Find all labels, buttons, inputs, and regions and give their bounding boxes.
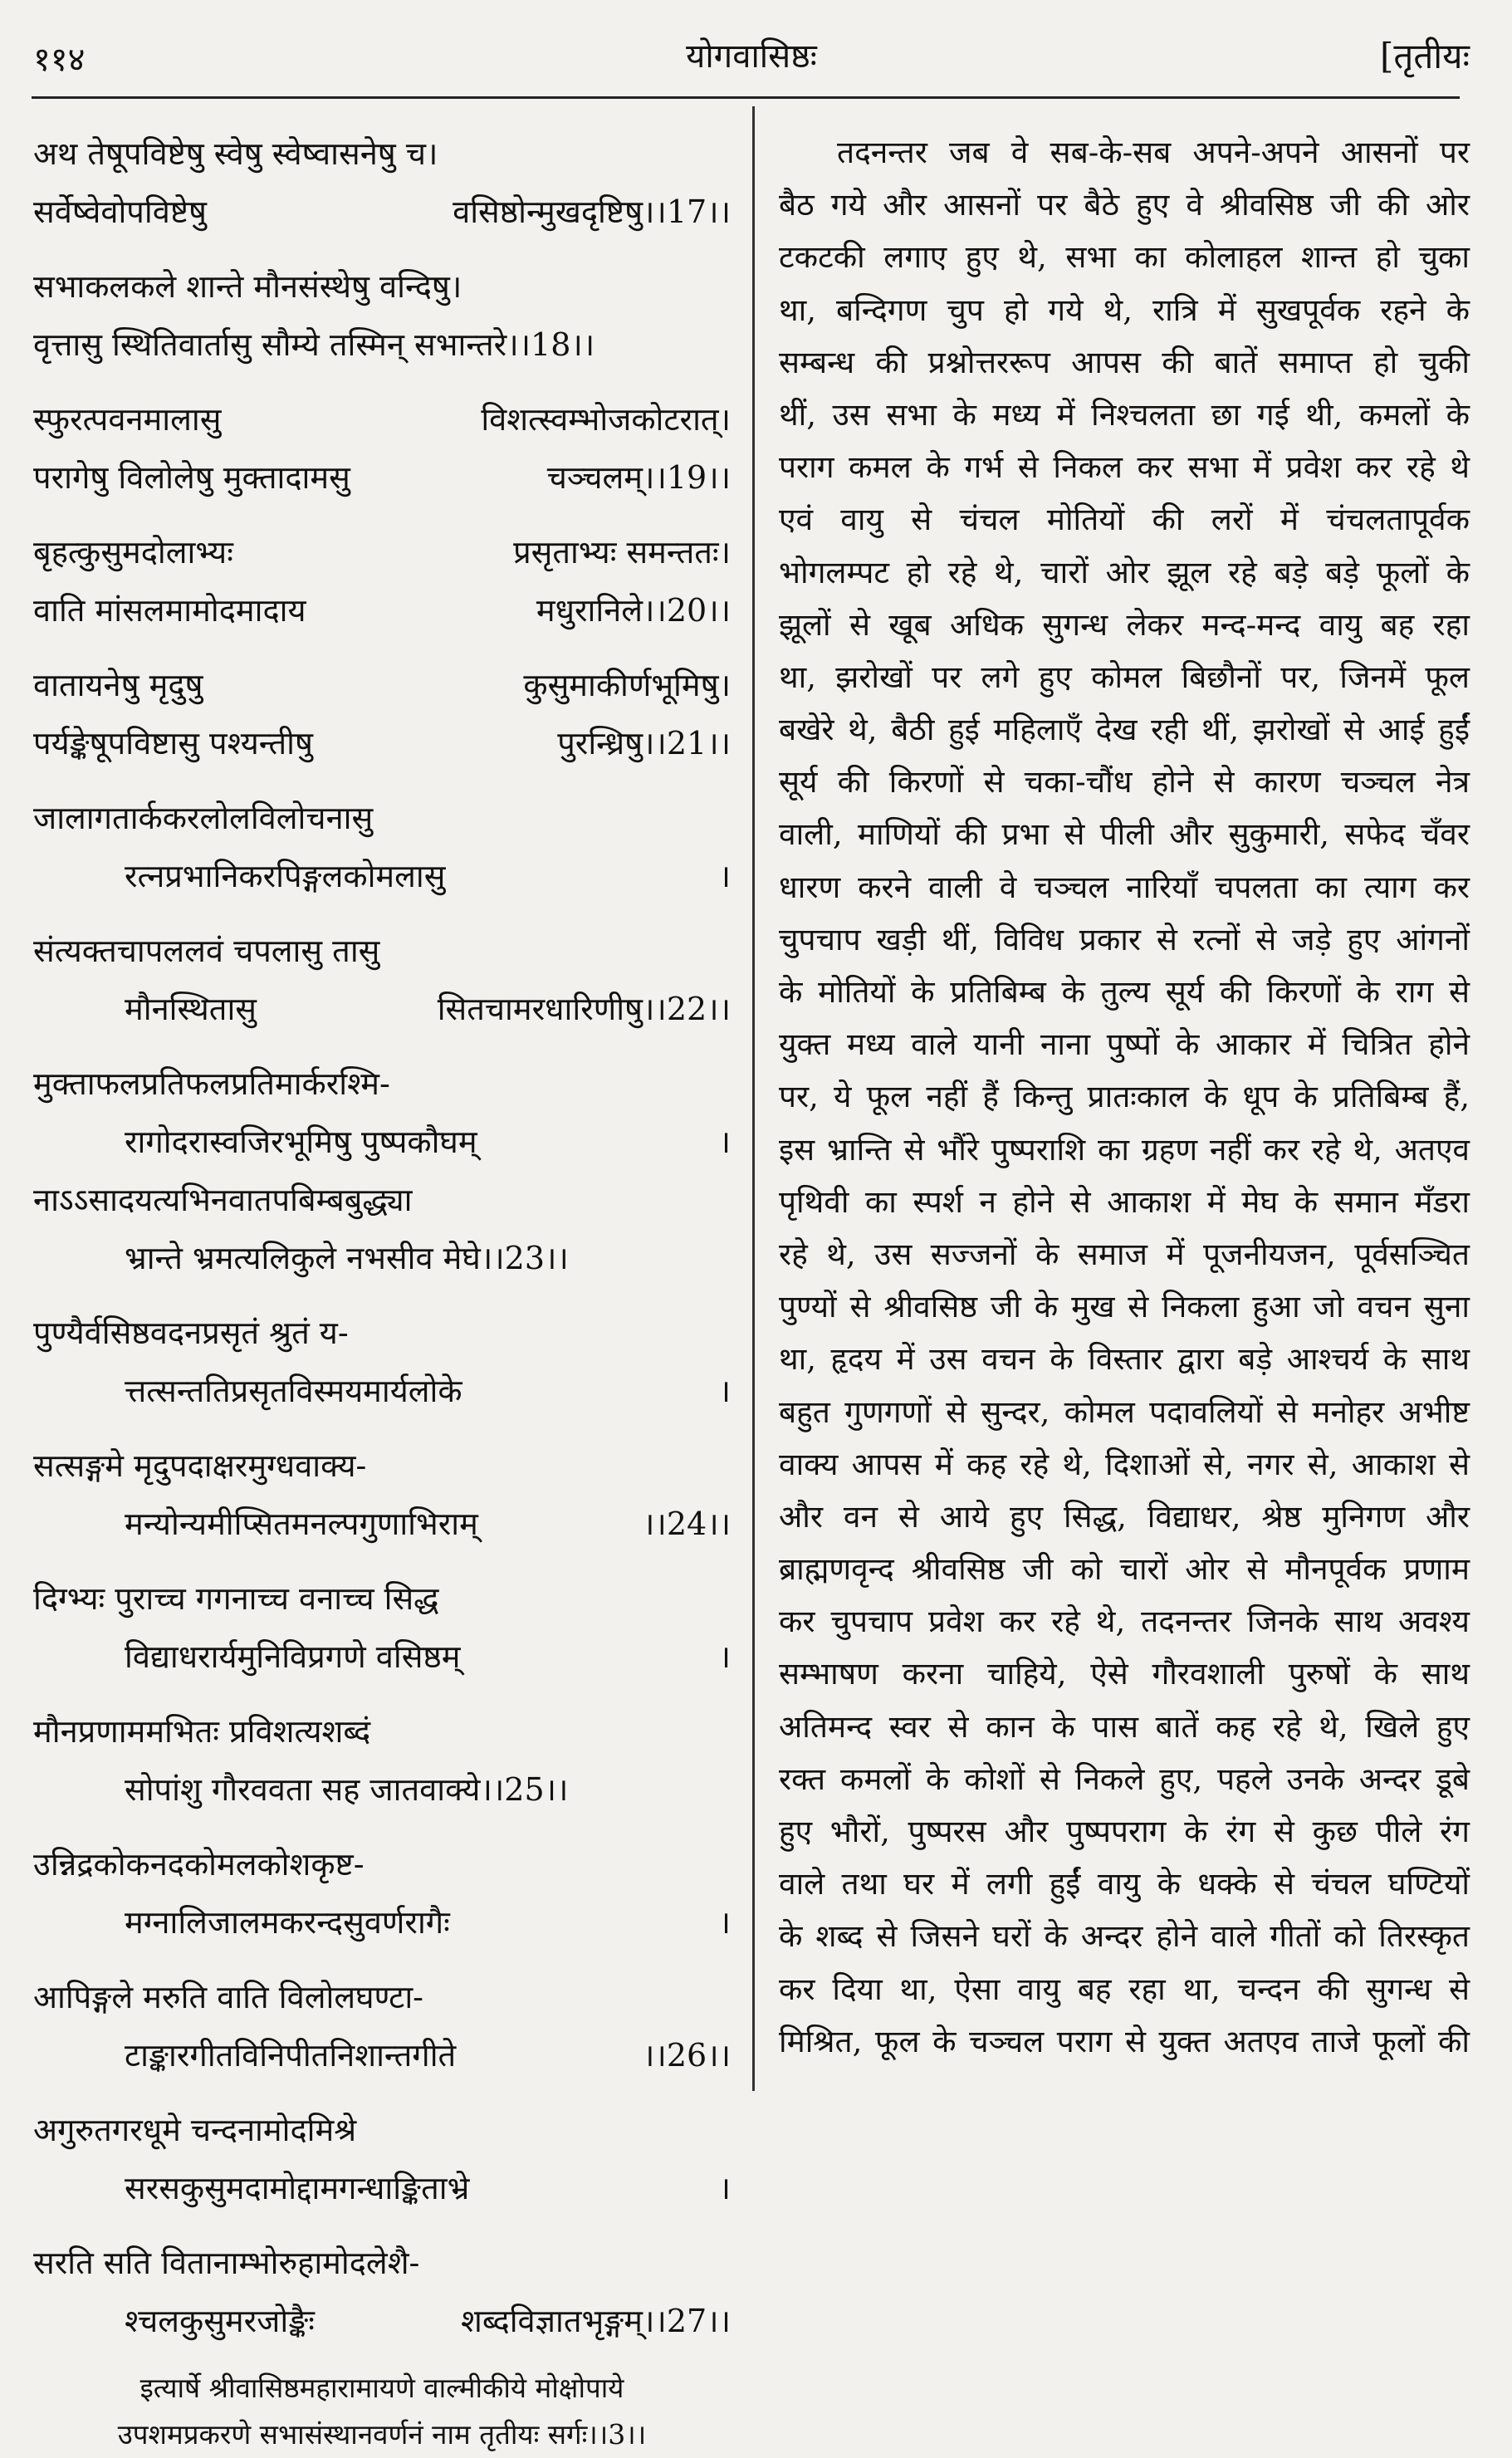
translation-line: था, बन्दिगण चुप हो गये थे, रात्रि में सुखपूर्वक रहने के	[779, 291, 1470, 328]
verse-ending: विशत्स्वम्भोजकोटरात्।	[481, 401, 731, 438]
translation-line: ब्राह्मणवृन्द श्रीवसिष्ठ जी को चारों ओर से मौनपूर्वक प्रणाम	[779, 1551, 1470, 1588]
translation-line: इस भ्रान्ति से भौंरे पुष्पराशि का ग्रहण नहीं कर रहे थे, अतएव	[779, 1131, 1470, 1168]
translation-line: सम्भाषण करना चाहिये, ऐसे गौरवशाली पुरुषों के साथ	[779, 1656, 1470, 1692]
verse-line	[33, 1760, 731, 1819]
verse-text: अगुरुतगरधूमे चन्दनामोदमिश्रे	[33, 2112, 357, 2148]
translation-line: एवं वायु से चंचल मोतियों की लरों में चंचलतापूर्वक	[779, 502, 1470, 538]
verse-text: सरति सति वितानाम्भोरुहामोदलेशै-	[33, 2245, 420, 2281]
verse-ending: ।	[718, 858, 731, 894]
verse-text: सर्वेष्वेवोपविष्टेषु	[33, 193, 208, 230]
verse-text: स्फुरत्पवनमालासु	[33, 401, 222, 438]
verse-text: परागेषु विलोलेषु मुक्तादामसु	[33, 459, 350, 496]
verse-ending: चञ्चलम्।।19।।	[546, 459, 731, 496]
translation-line: झूलों से खूब अधिक सुगन्ध लेकर मन्द-मन्द वायु बह रहा	[779, 606, 1470, 643]
verse-text: मुक्ताफलप्रतिफलप्रतिमार्करश्मि-	[33, 1065, 390, 1102]
verse-text: वाति मांसलमामोदमादाय	[33, 592, 306, 629]
verse-line	[33, 789, 731, 847]
translation-line: पृथिवी का स्पर्श न होने से आकाश में मेघ के समान मँडरा	[779, 1183, 1470, 1220]
verse-text: पर्यङ्केषूपविष्टासु पश्यन्तीषु	[33, 725, 313, 761]
translation-line: मिश्रित, फूल के चञ्चल पराग से युक्त अतएव ताजे फूलों की	[779, 2023, 1470, 2059]
translation-line: था, हृदय में उस वचन के विस्तार द्वारा बड़े आश्चर्य के साथ	[779, 1341, 1470, 1378]
verse-ending: शब्दविज्ञातभृङ्गम्।।27।।	[461, 2303, 731, 2339]
translation-line: वाक्य आपस में कह रहे थे, दिशाओं से, नगर से, आकाश से	[779, 1446, 1470, 1482]
verse-text: मौनप्रणाममभितः प्रविशत्यशब्दं	[33, 1713, 371, 1750]
verse-line	[33, 1113, 731, 1171]
verse-line	[33, 2026, 731, 2084]
translation-line: चुपचाप खड़ी थीं, विविध प्रकार से रत्नों से जड़े हुए आंगनों	[779, 921, 1470, 957]
verse-text: जालागतार्ककरलोलविलोचनासु	[33, 800, 374, 836]
verse-text: नाऽऽसादयत्यभिनवातपबिम्बबुद्ध्या	[33, 1182, 413, 1218]
translation-line: युक्त मध्य वाले यानी नाना पुष्पों के आकार में चित्रित होने	[779, 1026, 1470, 1063]
translation-line: पुण्यों से श्रीवसिष्ठ जी के मुख से निकला हुआ जो वचन सुना	[779, 1289, 1470, 1325]
verse-ending: ।।24।।	[643, 1506, 731, 1542]
verse-text: मन्योन्यमीप्सितमनल्पगुणाभिराम्	[125, 1506, 478, 1542]
translation-line: था, झरोखों पर लगे हुए कोमल बिछौनों पर, जिनमें फूल	[779, 659, 1470, 695]
verse-text: सत्सङ्गमे मृदुपदाक्षरमुग्धवाक्य-	[33, 1447, 367, 1484]
translation-line: रक्त कमलों के कोशों से निकले हुए, पहले उनके अन्दर डूबे	[779, 1760, 1470, 1797]
translation-line: पराग कमल के गर्भ से निकल कर सभा में प्रवेश कर रहे थे	[779, 449, 1470, 486]
verse-line	[33, 523, 731, 581]
verse-line	[33, 1893, 731, 1951]
verse-line	[33, 2159, 731, 2217]
verse-text: सरसकुसुमदामोद्दामगन्धाङ्किताभ्रे	[125, 2170, 470, 2206]
verse-text: टाङ्कारगीतविनिपीतनिशान्तगीते	[125, 2037, 457, 2074]
translation-line: थीं, उस सभा के मध्य में निश्चलता छा गई थी, कमलों के	[779, 396, 1470, 433]
colophon	[33, 2365, 731, 2458]
verse-text: मग्नालिजालमकरन्दसुवर्णरागैः	[125, 1904, 450, 1941]
verse-text: पुण्यैर्वसिष्ठवदनप्रसृतं श्रुतं य-	[33, 1315, 349, 1351]
translation-line: पर, ये फूल नहीं हैं किन्तु प्रातःकाल के धूप के प्रतिबिम्ब हैं,	[779, 1079, 1470, 1115]
verse-text: रागोदरास्वजिरभूमिषु पुष्पकौघम्	[125, 1124, 477, 1160]
verse-line	[33, 1055, 731, 1113]
verse-line	[33, 1835, 731, 1893]
verse-text: विद्याधरार्यमुनिविप्रगणे वसिष्ठम्	[125, 1638, 461, 1675]
verse-text: भ्रान्ते भ्रमत्यलिकुले नभसीव मेघे।।23।।	[125, 1240, 569, 1276]
translation-line: और वन से आये हुए सिद्ध, विद्याधर, श्रेष्ठ मुनिगण और	[779, 1498, 1470, 1535]
page-number: ११४	[33, 41, 86, 79]
verse-ending: मधुरानिले।।20।।	[536, 592, 731, 629]
verse-ending: ।	[718, 1638, 731, 1675]
translation-line: रहे थे, उस सज्जनों के समाज में पूजनीयजन, पूर्वसञ्चित	[779, 1236, 1470, 1272]
verse-ending: ।	[718, 2170, 731, 2206]
verse-line	[33, 581, 731, 639]
sanskrit-verse-column	[33, 125, 731, 2458]
verse-line	[33, 1628, 731, 1686]
verse-line	[33, 316, 731, 374]
verse-text: दिग्भ्यः पुराच्च गगनाच्च वनाच्च सिद्ध	[33, 1580, 439, 1617]
header-rule	[32, 96, 1460, 99]
verse-line	[33, 448, 731, 507]
verse-line	[33, 1968, 731, 2026]
verse-ending: कुसुमाकीर्णभूमिषु।	[523, 667, 731, 703]
translation-line: के शब्द से जिसने घरों के अन्दर होने वाले गीतों को तिरस्कृत	[779, 1918, 1470, 1955]
verse-line	[33, 2101, 731, 2159]
translation-line: बखेरे थे, बैठी हुई महिलाएँ देख रही थीं, झरोखों से आई हुईं	[779, 712, 1470, 748]
verse-line	[33, 922, 731, 980]
verse-line	[33, 714, 731, 772]
verse-ending: प्रसृताभ्यः समन्ततः।	[513, 534, 731, 570]
verse-text: आपिङ्गले मरुति वाति विलोलघण्टा-	[33, 1979, 424, 2015]
translation-line: तदनन्तर जब वे सब-के-सब अपने-अपने आसनों पर	[837, 135, 1470, 170]
column-divider	[752, 106, 755, 2091]
verse-text: रत्नप्रभानिकरपिङ्गलकोमलासु	[125, 858, 446, 894]
verse-line	[33, 390, 731, 448]
translation-line: वाली, माणियों की प्रभा से पीली और सुकुमारी, सफेद चँवर	[779, 816, 1470, 853]
translation-line: सूर्य की किरणों से चका-चौंध होने से कारण चञ्चल नेत्र	[779, 764, 1470, 801]
verse-text: उन्निद्रकोकनदकोमलकोशकृष्ट-	[33, 1846, 365, 1883]
verse-ending: ।	[718, 1124, 731, 1160]
verse-text: अथ तेषूपविष्टेषु स्वेषु स्वेष्वासनेषु च।	[33, 135, 438, 172]
verse-ending: वसिष्ठोन्मुखदृष्टिषु।।17।।	[453, 193, 731, 230]
translation-line: के मोतियों के प्रतिबिम्ब के तुल्य सूर्य की किरणों के राग से	[779, 974, 1470, 1010]
verse-line	[33, 257, 731, 316]
translation-line: धारण करने वाली वे चञ्चल नारियाँ चपलता का त्याग कर	[779, 869, 1470, 905]
verse-text: वृत्तासु स्थितिवार्तासु सौम्ये तस्मिन् सभान्तरे।।18।।	[33, 326, 595, 363]
verse-text: श्चलकुसुमरजोङ्कैः	[125, 2303, 315, 2339]
translation-line: हुए भौरों, पुष्परस और पुष्पपराग के रंग से कुछ पीले रंग	[779, 1814, 1470, 1849]
verse-line	[33, 125, 731, 183]
verse-line	[33, 1171, 731, 1229]
chapter-label: [तृतीयः	[1380, 36, 1470, 76]
verse-line	[33, 2292, 731, 2350]
verse-line	[33, 1495, 731, 1553]
page-header	[33, 23, 1470, 90]
verse-text: बृहत्कुसुमदोलाभ्यः	[33, 534, 233, 570]
verse-line	[33, 847, 731, 905]
verse-line	[33, 183, 731, 241]
verse-ending: पुरन्ध्रिषु।।21।।	[557, 725, 731, 761]
verse-text: त्तत्सन्ततिप्रसृतविस्मयमार्यलोके	[125, 1373, 462, 1409]
translation-line: भोगलम्पट हो रहे थे, चारों ओर झूल रहे बड़े बड़े फूलों के	[779, 554, 1470, 590]
colophon-line: इत्यार्षे श्रीवासिष्ठमहारामायणे वाल्मीकीये मोक्षोपाये	[139, 2372, 624, 2404]
verse-line	[33, 1304, 731, 1362]
verse-text: संत्यक्तचापललवं चपलासु तासु	[33, 933, 380, 969]
verse-ending: ।	[718, 1904, 731, 1941]
translation-line: वाले तथा घर में लगी हुईं वायु के धक्के से चंचल घण्टियों	[779, 1866, 1470, 1902]
verse-line	[33, 1229, 731, 1287]
verse-ending: ।	[718, 1373, 731, 1409]
verse-line	[33, 656, 731, 714]
running-title: योगवासिष्ठः	[686, 37, 817, 76]
verse-text: वातायनेषु मृदुषु	[33, 667, 203, 703]
translation-line: सम्बन्ध की प्रश्नोत्तररूप आपस की बातें समाप्त हो चुकी	[779, 344, 1470, 380]
translation-line: कर चुपचाप प्रवेश कर रहे थे, तदनन्तर जिनके साथ अवश्य	[779, 1604, 1470, 1640]
translation-line: अतिमन्द स्वर से कान के पास बातें कह रहे थे, खिले हुए	[779, 1708, 1470, 1745]
verse-line	[33, 1437, 731, 1495]
verse-line	[33, 1569, 731, 1628]
verse-line	[33, 980, 731, 1038]
translation-line: कर दिया था, ऐसा वायु बह रहा था, चन्दन की सुगन्ध से	[779, 1971, 1470, 2007]
verse-ending: ।।26।।	[643, 2037, 731, 2074]
verse-line	[33, 1702, 731, 1760]
verse-text: सभाकलकले शान्ते मौनसंस्थेषु वन्दिषु।	[33, 268, 462, 305]
verse-ending: सितचामरधारिणीषु।।22।।	[437, 991, 731, 1027]
translation-line: बहुत गुणगणों से सुन्दर, कोमल पदावलियों से मनोहर अभीष्ट	[779, 1393, 1470, 1430]
verse-line	[33, 2234, 731, 2292]
translation-line: टकटकी लगाए हुए थे, सभा का कोलाहल शान्त हो चुका	[779, 239, 1470, 276]
hindi-translation-column	[779, 126, 1470, 2068]
colophon-line: उपशमप्रकरणे सभासंस्थानवर्णनं नाम तृतीयः सर्गः।।3।।	[117, 2418, 647, 2451]
translation-line: बैठ गये और आसनों पर बैठे हुए वे श्रीवसिष्ठ जी की ओर	[779, 187, 1470, 223]
verse-line	[33, 1362, 731, 1420]
verse-text: मौनस्थितासु	[125, 991, 257, 1027]
verse-text: सोपांशु गौरववता सह जातवाक्ये।।25।।	[125, 1771, 569, 1808]
